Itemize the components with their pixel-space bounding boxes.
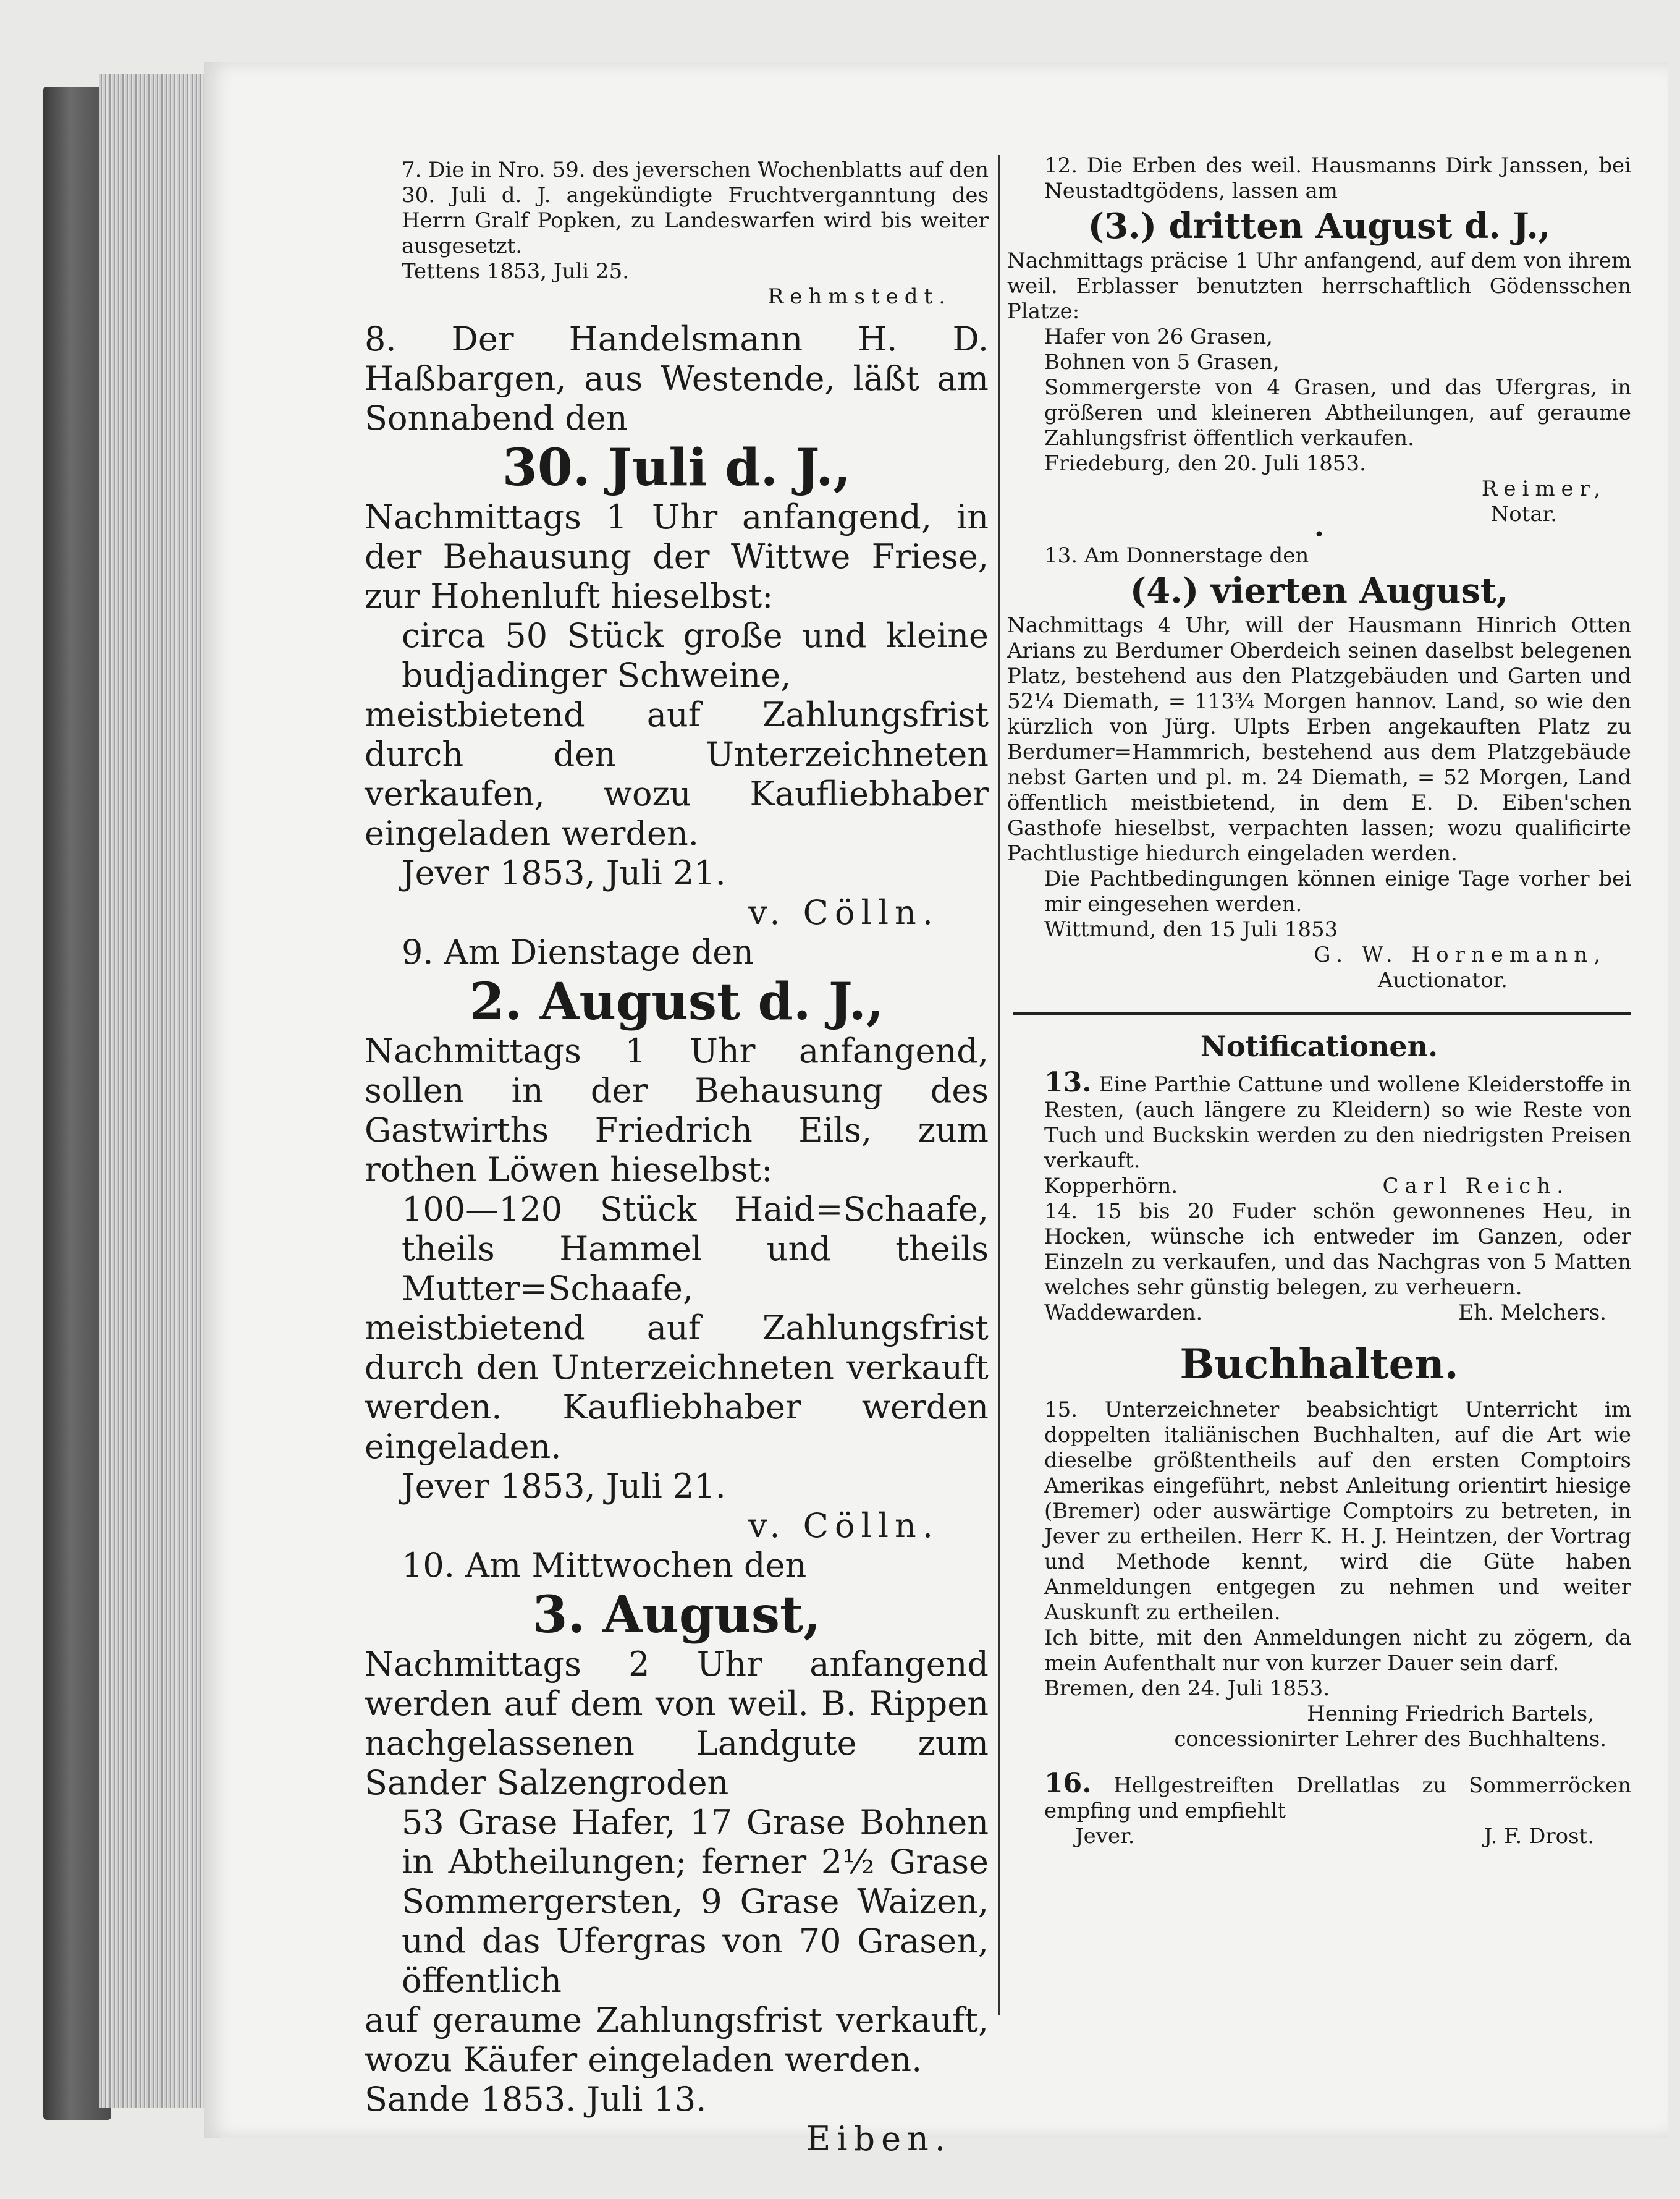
section-rule — [1013, 1012, 1631, 1015]
notice-15-title: concessionirter Lehrer des Buchhaltens. — [1174, 1727, 1606, 1752]
notice-10-date: 3. August, — [532, 1585, 821, 1645]
notice-12-date: (3.) dritten August d. J., — [1087, 206, 1551, 247]
separator-dot: • — [1314, 524, 1325, 546]
left-column — [365, 158, 989, 2159]
notice-16-number: 16. — [1044, 1768, 1092, 1799]
notice-12-item-1: Hafer von 26 Grasen, — [1044, 324, 1273, 349]
notice-16-signature: J. F. Drost. — [1484, 1824, 1594, 1849]
notice-13b-signature: Carl Reich. — [1382, 1174, 1569, 1198]
notice-12-title: Notar. — [1490, 502, 1557, 527]
notice-13-signature: G. W. Hornemann, — [1314, 943, 1606, 967]
notice-8-item: circa 50 Stück große und kleine budjadinger Schweine, — [402, 616, 989, 695]
notice-7-place: Tettens 1853, Juli 25. — [402, 259, 630, 284]
notice-13-place: Wittmund, den 15 Juli 1853 — [1044, 917, 1338, 942]
notice-10-end: auf geraume Zahlungsfrist verkauft, wozu Käufer eingeladen werden. — [365, 2001, 989, 2079]
notice-15-signature: Henning Friedrich Bartels, — [1307, 1701, 1594, 1726]
notice-7-signature: Rehmstedt. — [767, 284, 952, 309]
notice-12-item-3: Sommergerste von 4 Grasen, und das Ufergras, in größeren und kleineren Abtheilungen, auf geraume Zahlungsfrist öffentlich verkaufen. — [1044, 375, 1631, 451]
notice-12-item-2: Bohnen von 5 Grasen, — [1044, 350, 1280, 375]
notice-9-body: Nachmittags 1 Uhr anfangend, sollen in der Behausung des Gastwirths Friedrich Eils, zum rothen Löwen hieselbst: — [365, 1032, 989, 1189]
notice-15-text: 15. Unterzeichneter beabsichtigt Unterricht im doppelten italiänischen Buchhalten, auf die Art wie dieselbe größtentheils auf den ersten Comptoirs Amerikas eingeführt, nebst Anleitung orientirt hiesige (Bremer) oder auswärtige Comptoirs zu betreten, in Jever zu ertheilen. Herr K. H. J. Heintzen, der Vortrag und Methode kennt, wird die Güte haben Anmeldungen entgegen zu nehmen und weiter Auskunft zu ertheilen. — [1044, 1397, 1631, 1625]
notice-10-place: Sande 1853. Juli 13. — [365, 2080, 707, 2119]
notice-10-item: 53 Grase Hafer, 17 Grase Bohnen in Abtheilungen; ferner 2½ Grase Sommergersten, 9 Grase Waizen, und das Ufergras von 70 Grasen, öffentlich — [402, 1803, 989, 2000]
notice-8-place: Jever 1853, Juli 21. — [402, 854, 726, 892]
notice-7-text: 7. Die in Nro. 59. des jeverschen Wochenblatts auf den 30. Juli d. J. angekündigte Fruchtverganntung des Herrn Gralf Popken, zu Landeswarfen wird bis weiter ausgesetzt. — [402, 158, 989, 258]
notice-10-intro: 10. Am Mittwochen den — [402, 1546, 807, 1585]
notice-12-place: Friedeburg, den 20. Juli 1853. — [1044, 451, 1366, 476]
notice-9-intro: 9. Am Dienstage den — [402, 933, 754, 972]
notice-13-body-2: Die Pachtbedingungen können einige Tage vorher bei mir eingesehen werden. — [1044, 866, 1631, 917]
notice-13b-place: Kopperhörn. — [1044, 1174, 1178, 1198]
notice-10-body: Nachmittags 2 Uhr anfangend werden auf dem von weil. B. Rippen nachgelassenen Landgute zum Sander Salzengroden — [365, 1645, 989, 1802]
notice-16-footer — [1007, 1824, 1631, 1849]
notice-14-footer — [1007, 1300, 1631, 1326]
notice-13-body: Nachmittags 4 Uhr, will der Hausmann Hinrich Otten Arians zu Berdumer Oberdeich seinen daselbst belegenen Platz, bestehend aus den Platzgebäuden und Garten und 52¼ Diemath, = 113¾ Morgen hannov. Land, so wie den kürzlich von Jürg. Ulpts Erben angekauften Platz zu Berdumer=Hammrich, bestehend aus dem Platzgebäude nebst Garten und pl. m. 24 Diemath, = 52 Morgen, Land öffentlich meistbietend, in dem E. D. Eiben'schen Gasthofe hieselbst, verpachten lassen; wozu qualificirte Pachtlustige hiedurch eingeladen werden. — [1007, 613, 1631, 866]
notice-13b-footer — [1007, 1174, 1631, 1199]
notice-14-place: Waddewarden. — [1044, 1300, 1203, 1325]
notice-8-end: meistbietend auf Zahlungsfrist durch den Unterzeichneten verkaufen, wozu Kaufliebhaber eingeladen werden. — [365, 695, 989, 853]
notice-13b-text: Eine Parthie Cattune und wollene Kleiderstoffe in Resten, (auch längere zu Kleidern) so wie Reste von Tuch und Buckskin werden zu den niedrigsten Preisen verkauft. — [1044, 1072, 1631, 1173]
notice-9-signature: v. Cölln. — [748, 1506, 939, 1545]
notice-13-intro: 13. Am Donnerstage den — [1044, 543, 1309, 568]
notice-15-place: Bremen, den 24. Juli 1853. — [1044, 1676, 1330, 1701]
column-divider — [998, 155, 1000, 2015]
right-column — [1007, 153, 1631, 1849]
notice-14-signature: Eh. Melchers. — [1458, 1300, 1606, 1325]
notice-13b-number: 13. — [1044, 1067, 1092, 1098]
notice-8-intro: 8. Der Handelsmann H. D. Haßbargen, aus Westende, läßt am Sonnabend den — [365, 320, 989, 438]
notice-12-body: Nachmittags präcise 1 Uhr anfangend, auf dem von ihrem weil. Erblasser benutzten herrschaftlich Gödensschen Platze: — [1007, 248, 1631, 324]
notice-13-title: Auctionator. — [1377, 968, 1508, 993]
notice-8-date: 30. Juli d. J., — [502, 438, 851, 498]
notice-9-place: Jever 1853, Juli 21. — [402, 1467, 726, 1506]
notice-13-date: (4.) vierten August, — [1129, 570, 1509, 611]
notice-9-end: meistbietend auf Zahlungsfrist durch den Unterzeichneten verkauft werden. Kaufliebhaber werden eingeladen. — [365, 1308, 989, 1466]
notice-14-text: 14. 15 bis 20 Fuder schön gewonnenes Heu, in Hocken, wünsche ich entweder im Ganzen, oder Einzeln zu verkaufen, und das Nachgras von 5 Matten welches sehr günstig belegen, zu verheuern. — [1044, 1199, 1631, 1300]
notice-16-text: Hellgestreiften Drellatlas zu Sommerröcken empfing und empfiehlt — [1044, 1773, 1631, 1823]
notice-8-signature: v. Cölln. — [748, 893, 939, 932]
buchhalten-heading: Buchhalten. — [1180, 1340, 1459, 1388]
notice-9-date: 2. August d. J., — [469, 972, 884, 1032]
notice-9-item: 100—120 Stück Haid=Schaafe, theils Hammel und theils Mutter=Schaafe, — [402, 1190, 989, 1308]
notice-12-signature: Reimer, — [1481, 477, 1606, 501]
notice-12-text: 12. Die Erben des weil. Hausmanns Dirk Janssen, bei Neustadtgödens, lassen am — [1044, 153, 1631, 203]
notice-10-signature: Eiben. — [806, 2119, 952, 2158]
notificationen-heading: Notificationen. — [1200, 1030, 1438, 1063]
notice-15-text-2: Ich bitte, mit den Anmeldungen nicht zu zögern, da mein Aufenthalt nur von kurzer Dauer sein darf. — [1044, 1625, 1631, 1676]
notice-16-place: Jever. — [1075, 1824, 1135, 1849]
notice-8-body: Nachmittags 1 Uhr anfangend, in der Behausung der Wittwe Friese, zur Hohenluft hieselbst: — [365, 498, 989, 616]
